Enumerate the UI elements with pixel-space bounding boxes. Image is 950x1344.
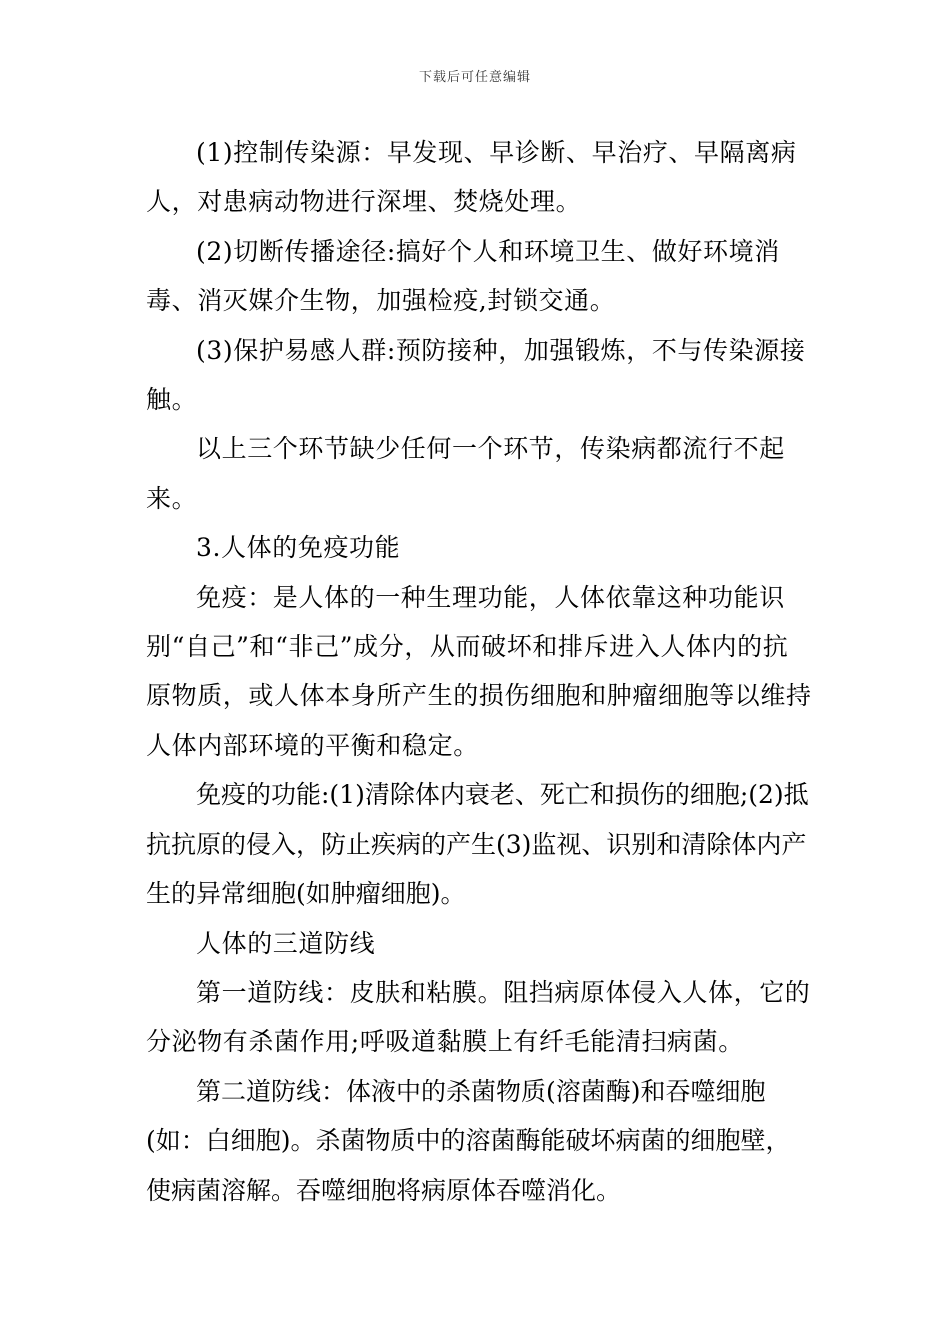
document-body [146, 128, 812, 1215]
page-header-note: 下载后可任意编辑 [418, 70, 531, 85]
paragraph-second-line-of-defense: 第二道防线：体液中的杀菌物质(溶菌酶)和吞噬细胞(如：白细胞)。杀菌物质中的溶菌酶能破坏病菌的细胞壁，使病菌溶解。吞噬细胞将病原体吞噬消化。 [146, 1076, 791, 1205]
paragraph-cut-transmission-route: (2)切断传播途径:搞好个人和环境卫生、做好环境消毒、消灭媒介生物，加强检疫,封锁交通。 [146, 236, 780, 316]
section-heading-three-lines-of-defense: 人体的三道防线 [196, 928, 376, 958]
section-heading-immune-function: 3.人体的免疫功能 [196, 533, 401, 563]
paragraph-protect-susceptible-population: (3)保护易感人群:预防接种，加强锻炼，不与传染源接触。 [146, 335, 806, 415]
paragraph-three-links-summary: 以上三个环节缺少任何一个环节，传染病都流行不起来。 [146, 434, 785, 513]
paragraph-immunity-functions: 免疫的功能:(1)清除体内衰老、死亡和损伤的细胞;(2)抵抗抗原的侵入，防止疾病的产生(3)监视、识别和清除体内产生的异常细胞(如肿瘤细胞)。 [146, 780, 809, 909]
paragraph-first-line-of-defense: 第一道防线：皮肤和粘膜。阻挡病原体侵入人体，它的分泌物有杀菌作用;呼吸道黏膜上有纤毛能清扫病菌。 [146, 977, 811, 1057]
paragraph-immunity-definition: 免疫：是人体的一种生理功能，人体依靠这种功能识别“自己”和“非己”成分，从而破坏和排斥进入人体内的抗原物质，或人体本身所产生的损伤细胞和肿瘤细胞等以维持人体内部环境的平衡和稳定。 [146, 582, 812, 760]
paragraph-control-infection-source: (1)控制传染源：早发现、早诊断、早治疗、早隔离病人，对患病动物进行深埋、焚烧处理。 [146, 138, 797, 217]
